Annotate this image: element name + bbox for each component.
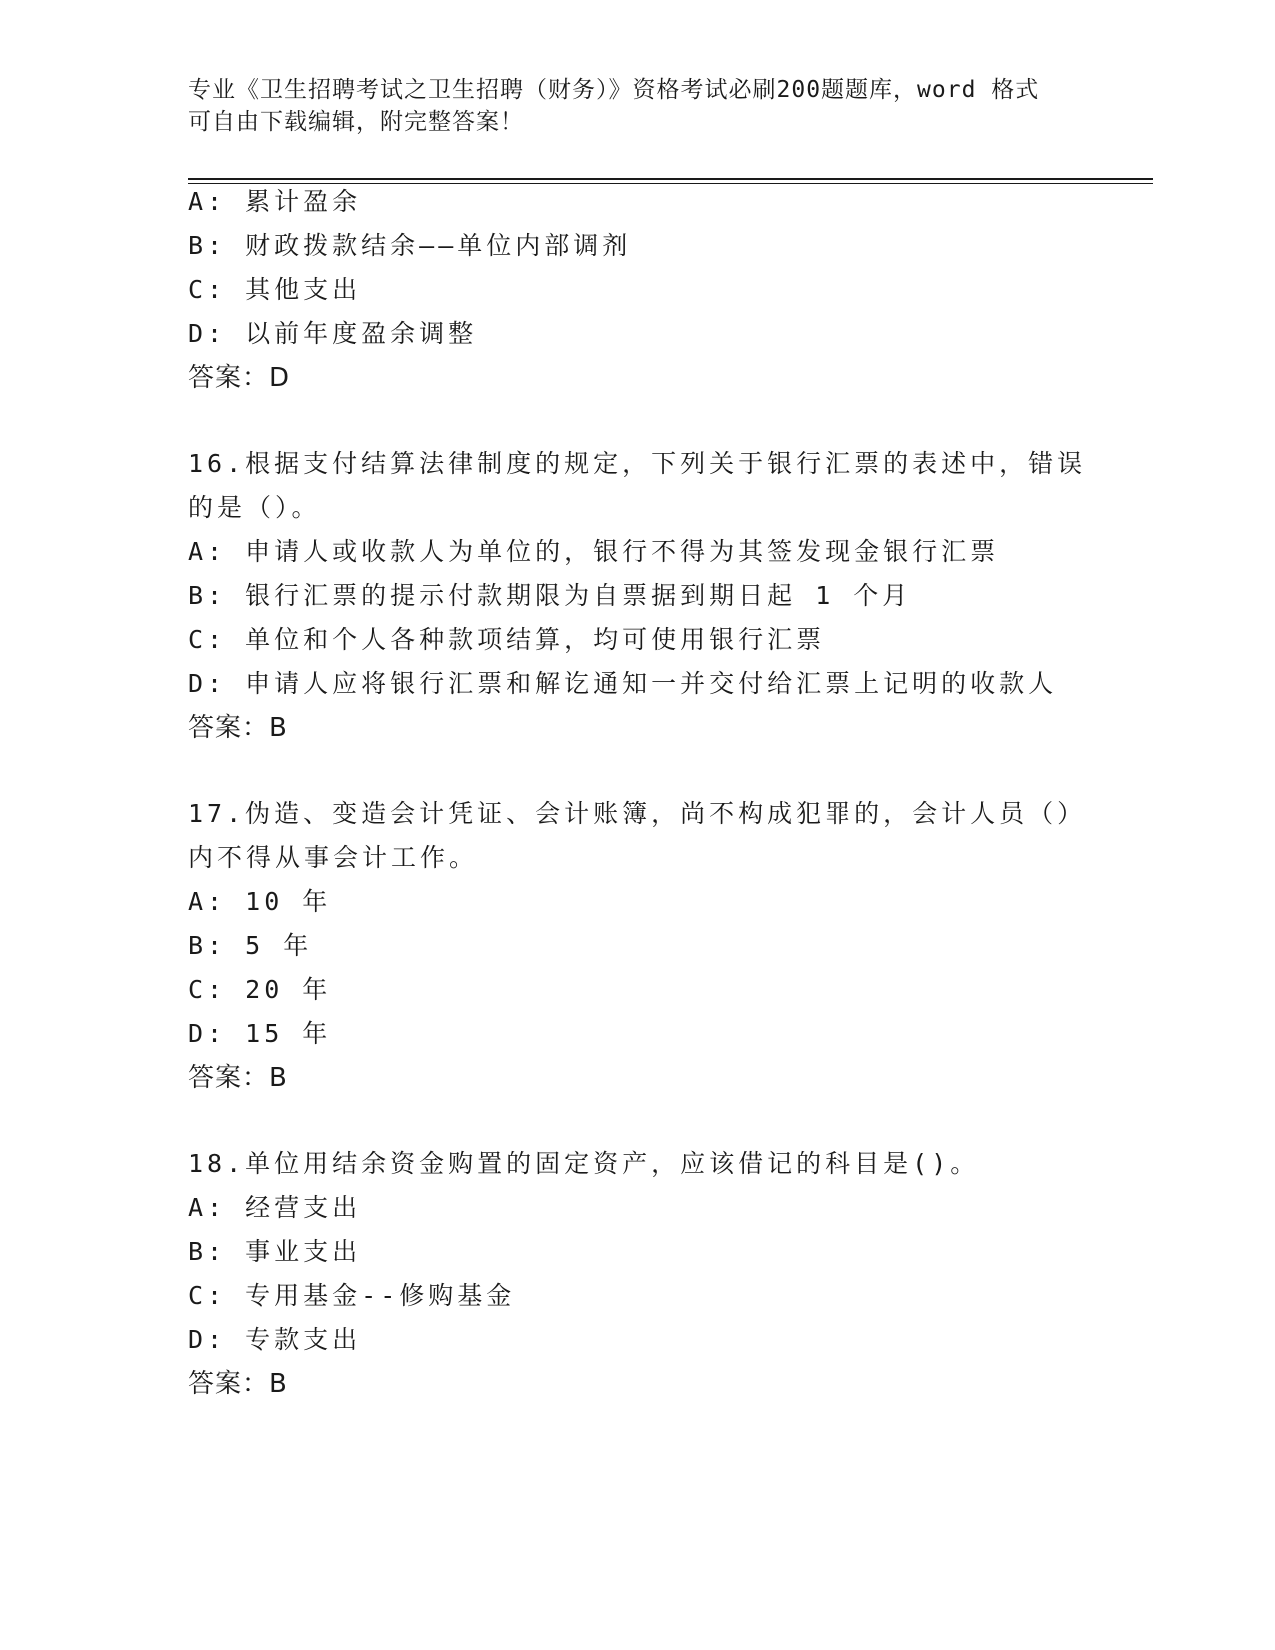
q17-option-b: B: 5 年 [188, 931, 313, 960]
q15-option-b: B: 财政拨款结余——单位内部调剂 [188, 231, 632, 260]
q17-stem-line-1: 17.伪造、变造会计凭证、会计账簿，尚不构成犯罪的，会计人员（） [188, 799, 1087, 828]
q18-option-d: D: 专款支出 [188, 1325, 362, 1354]
q17-option-c: C: 20 年 [188, 975, 332, 1004]
q16-stem-line-2: 的是（）。 [188, 493, 321, 522]
q18-option-c: C: 专用基金--修购基金 [188, 1281, 516, 1310]
header-line-1: 专业《卫生招聘考试之卫生招聘（财务）》资格考试必刷200题题库，word 格式 [188, 77, 1040, 103]
q15-option-d: D: 以前年度盈余调整 [188, 319, 478, 348]
q18-option-a: A: 经营支出 [188, 1193, 362, 1222]
q17-stem-line-2: 内不得从事会计工作。 [188, 843, 479, 872]
q17-answer: 答案：B [188, 1063, 288, 1093]
q16-stem-line-1: 16.根据支付结算法律制度的规定，下列关于银行汇票的表述中，错误 [188, 449, 1087, 478]
q16-option-b: B: 银行汇票的提示付款期限为自票据到期日起 1 个月 [188, 581, 912, 610]
q15-answer: 答案：D [188, 363, 291, 393]
header-divider-thin [188, 183, 1153, 184]
document-header [188, 74, 1088, 138]
q18-option-b: B: 事业支出 [188, 1237, 362, 1266]
q18-stem-line-1: 18.单位用结余资金购置的固定资产，应该借记的科目是()。 [188, 1149, 980, 1178]
header-line-2: 可自由下载编辑，附完整答案！ [188, 109, 524, 135]
q15-option-a: A: 累计盈余 [188, 187, 362, 216]
q18-answer: 答案：B [188, 1369, 288, 1399]
q16-option-c: C: 单位和个人各种款项结算，均可使用银行汇票 [188, 625, 826, 654]
header-divider-thick [188, 178, 1153, 180]
q15-option-c: C: 其他支出 [188, 275, 362, 304]
q17-option-a: A: 10 年 [188, 887, 332, 916]
q16-answer: 答案：B [188, 713, 288, 743]
q17-option-d: D: 15 年 [188, 1019, 332, 1048]
q16-option-a: A: 申请人或收款人为单位的，银行不得为其签发现金银行汇票 [188, 537, 1000, 566]
q16-option-d: D: 申请人应将银行汇票和解讫通知一并交付给汇票上记明的收款人 [188, 669, 1058, 698]
